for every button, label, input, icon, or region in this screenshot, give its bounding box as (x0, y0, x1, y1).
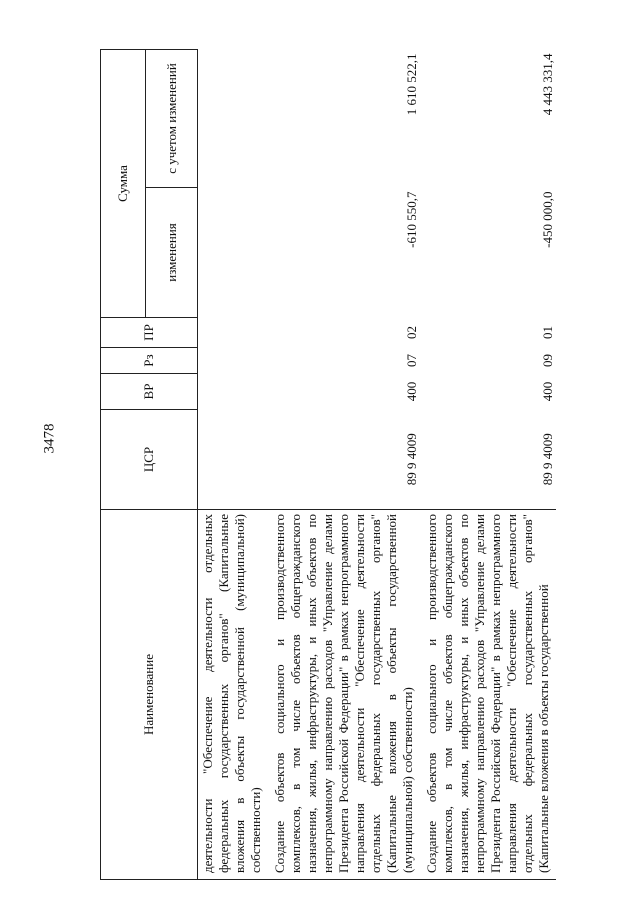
row-name: Создание объектов социального и производственного комплексов, в том числе объектов общегражданского назначения, жилья, инфраструктуры, и иных объектов по непрограммному направлению расходов "Управление делами Президента Российской Федерации" в рамках непрограммного направления деятельности "Обеспечение деятельности отдельных федеральных государственных органов" (Капитальные вложения в объекты государственной (муниципальной) собственности) (268, 510, 420, 880)
header-with-changes: с учетом изменений (146, 50, 198, 188)
table-row (268, 50, 420, 880)
row-rz: 09 (540, 354, 555, 367)
row-changes: -450 000,0 (540, 191, 555, 248)
row-pr: 01 (540, 326, 555, 339)
row-rz (198, 348, 269, 374)
row-csr (198, 410, 269, 510)
row-vr (198, 374, 269, 410)
header-name: Наименование (101, 510, 198, 880)
table-row (198, 50, 269, 880)
row-name: Создание объектов социального и производственного комплексов, в том числе объектов общегражданского назначения, жилья, инфраструктуры, и иных объектов по непрограммному направлению расходов "Управление делами Президента Российской Федерации" в рамках непрограммного направления деятельности "Обеспечение деятельности отдельных федеральных государственных органов" (Капитальные вложения в объекты государственной (420, 510, 556, 880)
header-sum: Сумма (101, 50, 146, 318)
rotated-table-wrapper (100, 50, 620, 880)
header-pr: ПР (101, 318, 198, 348)
row-pr (198, 318, 269, 348)
row-name: деятельности "Обеспечение деятельности отдельных федеральных государственных органов" (Капитальные вложения в объекты государственной (муниципальной) собственности) (198, 510, 269, 880)
row-with-changes (198, 50, 269, 188)
header-vr: ВР (101, 374, 198, 410)
row-vr: 400 (404, 381, 419, 402)
budget-table (100, 49, 556, 880)
header-csr: ЦСР (101, 410, 198, 510)
page-number: 3478 (41, 423, 58, 454)
row-rz: 07 (404, 354, 419, 367)
header-changes: изменения (146, 188, 198, 318)
row-vr: 400 (540, 381, 555, 402)
row-csr: 89 9 4009 (540, 433, 555, 486)
header-rz: Рз (101, 348, 198, 374)
row-changes (198, 188, 269, 318)
row-with-changes: 1 610 522,1 (404, 53, 419, 116)
row-with-changes: 4 443 331,4 (540, 53, 555, 116)
table-row (420, 50, 556, 880)
row-changes: -610 550,7 (404, 191, 419, 248)
row-pr: 02 (404, 326, 419, 339)
row-csr: 89 9 4009 (404, 433, 419, 486)
